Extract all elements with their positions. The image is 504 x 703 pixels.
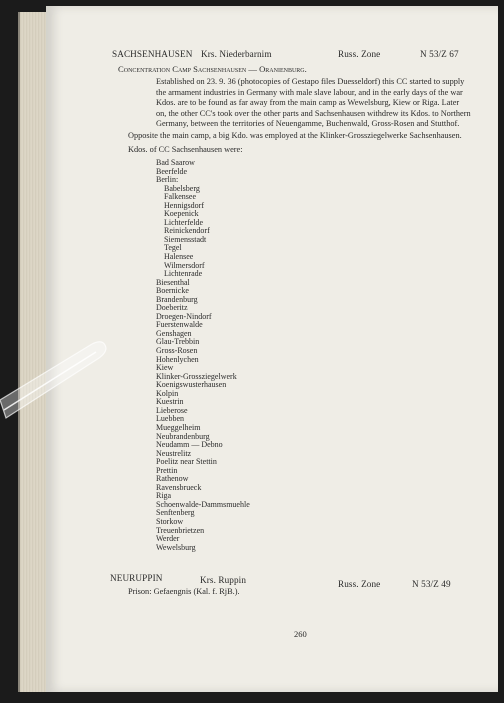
kdo-list-item: Babelsberg <box>164 183 200 193</box>
kdo-list-item: Luebben <box>156 414 184 424</box>
kdo-list-item: Prettin <box>156 465 178 475</box>
kdo-list-item: Brandenburg <box>156 294 198 304</box>
description-line: Kdos. are to be found as far away from the main camp as Wewelsburg, Kiew or Riga. Later <box>156 98 460 107</box>
kdo-list-item: Senftenberg <box>156 508 195 518</box>
description-line: the armament industries in Germany with male slave labour, and in the early days of the war <box>156 87 463 97</box>
kdo-list-item: Wewelsburg <box>156 542 196 552</box>
kdo-list-item: Lichtenrade <box>164 269 203 279</box>
entry2-grid-ref: N 53/Z 49 <box>412 579 451 589</box>
kdo-list-item: Kolpin <box>156 388 179 398</box>
kdo-list-item: Lichterfelde <box>164 217 204 227</box>
kdo-list-item: Schoenwalde-Dammsmuehle <box>156 499 250 509</box>
entry2-zone: Russ. Zone <box>338 579 381 589</box>
kdo-list-item: Werder <box>156 534 180 544</box>
entry2-district: Krs. Ruppin <box>200 575 247 585</box>
entry-place-name: SACHSENHAUSEN <box>112 49 193 59</box>
kdo-list-item: Koenigswusterhausen <box>156 380 227 390</box>
kdo-list-item: Hohenlychen <box>156 354 199 364</box>
kdo-list-item: Fuerstenwalde <box>156 320 203 330</box>
kdo-list-item: Reinickendorf <box>164 226 210 236</box>
book-page <box>46 6 498 692</box>
kdo-list-item: Koepenick <box>164 209 199 219</box>
kdo-list-item: Beerfelde <box>156 166 188 176</box>
kdo-list-item: Genshagen <box>156 328 192 338</box>
kdo-list-item: Poelitz near Stettin <box>156 457 217 467</box>
kdo-list-item: Biesenthal <box>156 277 190 287</box>
entry-district: Krs. Niederbarnim <box>201 49 272 59</box>
page-number: 260 <box>294 629 307 639</box>
kdo-list-item: Kuestrin <box>156 397 184 407</box>
kdo-list-item: Tegel <box>164 243 182 253</box>
description-line: Germany, between the territories of Neuengamme, Buchenwald, Gross-Rosen and Stutthof. <box>156 119 460 128</box>
opposite-camp-note: Opposite the main camp, a big Kdo. was employed at the Klinker-Grossziegelwerke Sachsenhausen. <box>128 131 462 140</box>
kdo-list-item: Wilmersdorf <box>164 260 205 270</box>
kdo-list-item: Boernicke <box>156 286 189 296</box>
kdo-list-item: Droegen-Nindorf <box>156 311 212 321</box>
kdo-list-item: Berlin: <box>156 175 179 185</box>
kdos-list <box>156 159 250 552</box>
entry2-place-name: NEURUPPIN <box>110 573 163 583</box>
kdo-list-item: Ravensbrueck <box>156 482 202 492</box>
kdo-list-item: Halensee <box>164 252 194 262</box>
kdo-list-item: Storkow <box>156 516 184 526</box>
description-line: Established on 23. 9. 36 (photocopies of Gestapo files Duesseldorf) this CC started to supply <box>156 77 465 86</box>
kdo-list-item: Klinker-Grossziegelwerk <box>156 371 237 381</box>
camp-description <box>156 77 471 130</box>
kdos-intro: Kdos. of CC Sachsenhausen were: <box>128 145 243 154</box>
entry-zone: Russ. Zone <box>338 49 381 59</box>
description-line: on, the other CC's took over the other parts and Sachsenhausen withdrew its Kdos. to Northern <box>156 108 471 118</box>
kdo-list-item: Falkensee <box>164 192 196 202</box>
kdo-list-item: Neubrandenburg <box>156 431 210 441</box>
kdo-list-item: Neustrelitz <box>156 448 192 458</box>
kdo-list-item: Treuenbrietzen <box>156 525 205 535</box>
kdo-list-item: Neudamm — Debno <box>156 440 223 450</box>
kdo-list-item: Rathenow <box>156 474 189 484</box>
kdo-list-item: Siemensstadt <box>164 234 207 244</box>
kdo-list-item: Hennigsdorf <box>164 200 204 210</box>
kdo-list-item: Glau-Trebbin <box>156 337 200 347</box>
camp-title: Concentration Camp Sachsenhausen — Oranienburg. <box>118 64 307 74</box>
kdo-list-item: Riga <box>156 491 172 501</box>
entry-grid-ref: N 53/Z 67 <box>420 49 459 59</box>
kdo-list-item: Doeberitz <box>156 303 188 313</box>
kdo-list-item: Kiew <box>156 363 174 373</box>
kdo-list-item: Bad Saarow <box>156 158 195 167</box>
kdo-list-item: Gross-Rosen <box>156 346 198 356</box>
entry2-prison: Prison: Gefaengnis (Kal. f. RjB.). <box>128 587 240 596</box>
kdo-list-item: Mueggelheim <box>156 422 201 432</box>
kdo-list-item: Lieberose <box>156 405 188 415</box>
